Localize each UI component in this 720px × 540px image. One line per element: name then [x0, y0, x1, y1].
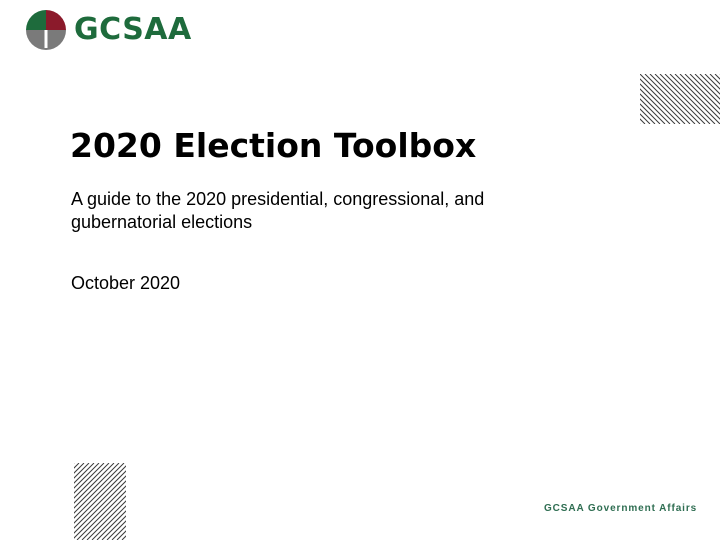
slide-title: 2020 Election Toolbox [70, 126, 477, 165]
decorative-hatch-top-right [640, 74, 720, 124]
gcsaa-emblem-icon [24, 8, 68, 52]
footer-label: GCSAA Government Affairs [544, 503, 698, 514]
hatch-line [97, 463, 126, 540]
slide-subtitle: A guide to the 2020 presidential, congressional, and gubernatorial elections [71, 189, 485, 232]
gcsaa-logo [24, 8, 192, 52]
decorative-hatch-bottom-left [74, 463, 126, 540]
logo-wordmark: GCSAA [74, 12, 192, 47]
slide-date: October 2020 [71, 273, 181, 293]
